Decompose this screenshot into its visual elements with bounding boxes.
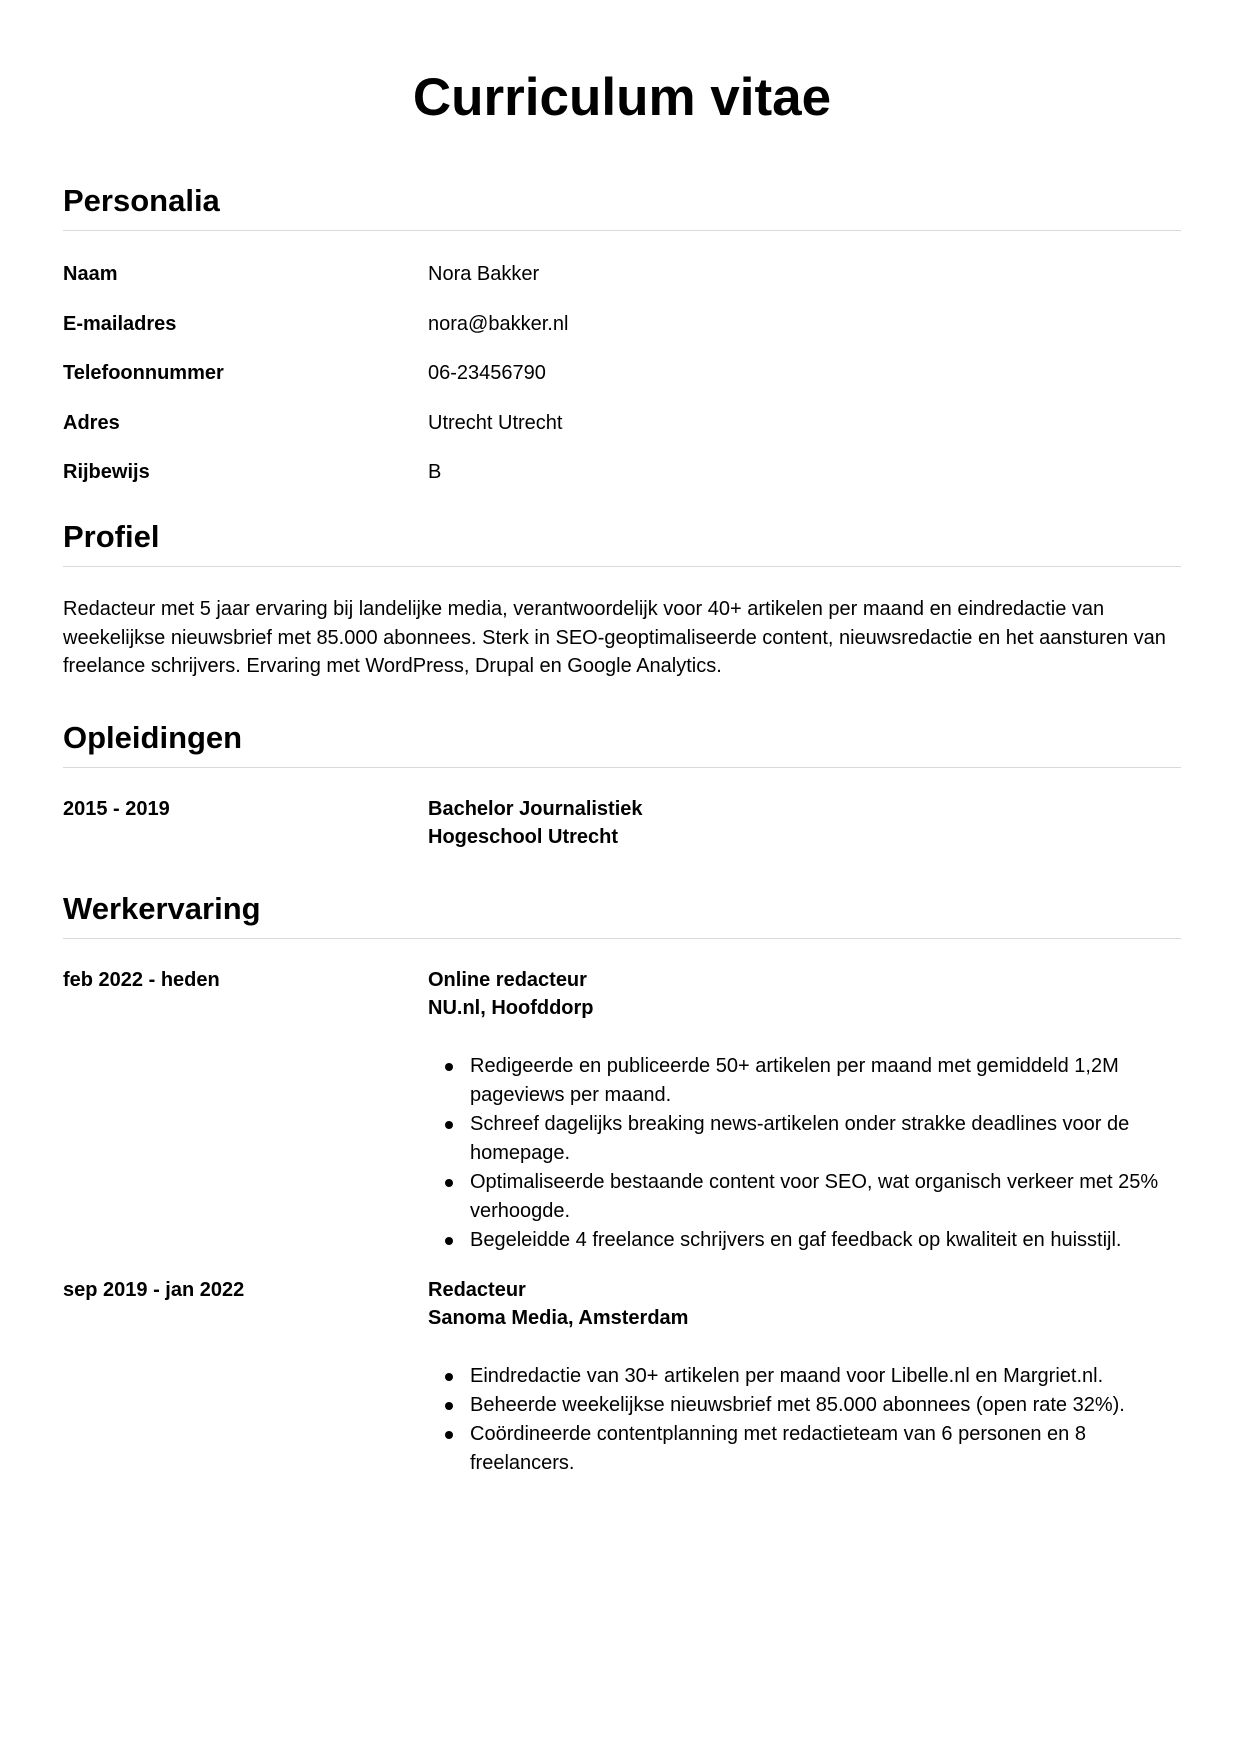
section-personalia bbox=[63, 182, 1181, 484]
bullet-dot-icon bbox=[445, 1237, 453, 1245]
personalia-label: Rijbewijs bbox=[63, 461, 150, 483]
cv-page bbox=[63, 0, 1181, 1478]
entry-org: Hogeschool Utrecht bbox=[428, 826, 619, 848]
bullet-dot-icon bbox=[445, 1431, 453, 1439]
personalia-row-email bbox=[63, 312, 1181, 362]
personalia-row-naam bbox=[63, 262, 1181, 312]
personalia-value: 06-23456790 bbox=[428, 362, 546, 384]
bullet-text: Begeleidde 4 freelance schrijvers en gaf feedback op kwaliteit en huisstijl. bbox=[470, 1228, 1122, 1251]
bullet-item bbox=[428, 1391, 1181, 1420]
entry-body bbox=[428, 795, 1181, 852]
entry-body bbox=[428, 1276, 1181, 1478]
bullet-list bbox=[428, 1052, 1181, 1255]
entry-body bbox=[428, 966, 1181, 1255]
personalia-label: Adres bbox=[63, 411, 120, 434]
section-werkervaring bbox=[63, 890, 1181, 1478]
profile-text: Redacteur met 5 jaar ervaring bij landelijke media, verantwoordelijk voor 40+ artikelen per maand en eindredactie van weekelijkse nieuwsbrief met 85.000 abonnees. Sterk in SEO-geoptimaliseerde content, nieuwsredactie en het aansturen van freelance schrijvers. Ervaring met WordPress, Drupal en Google Analytics. bbox=[63, 598, 1166, 677]
bullet-text: Coördineerde contentplanning met redactieteam van 6 personen en 8 freelancers. bbox=[470, 1422, 1086, 1474]
personalia-value: Nora Bakker bbox=[428, 263, 540, 285]
section-heading-personalia: Personalia bbox=[63, 183, 220, 218]
entry-period: sep 2019 - jan 2022 bbox=[63, 1278, 245, 1301]
personalia-row-adres bbox=[63, 411, 1181, 461]
personalia-label: Naam bbox=[63, 263, 118, 285]
section-heading-profiel: Profiel bbox=[63, 519, 160, 554]
personalia-row-rijbewijs bbox=[63, 460, 1181, 484]
entry-title: Redacteur bbox=[428, 1278, 526, 1301]
bullet-dot-icon bbox=[445, 1373, 453, 1381]
section-opleidingen bbox=[63, 719, 1181, 852]
entry-org: NU.nl, Hoofddorp bbox=[428, 997, 594, 1019]
bullet-item bbox=[428, 1168, 1181, 1226]
bullet-text: Eindredactie van 30+ artikelen per maand voor Libelle.nl en Margriet.nl. bbox=[470, 1364, 1104, 1387]
section-heading-werkervaring: Werkervaring bbox=[63, 890, 261, 926]
section-heading-opleidingen: Opleidingen bbox=[63, 719, 243, 755]
personalia-value: Utrecht Utrecht bbox=[428, 411, 563, 434]
entry-title: Bachelor Journalistiek bbox=[428, 797, 643, 820]
entry-period: 2015 - 2019 bbox=[63, 797, 170, 820]
section-profiel bbox=[63, 518, 1181, 681]
personalia-label: E-mailadres bbox=[63, 312, 177, 335]
personalia-value: nora@bakker.nl bbox=[428, 312, 569, 335]
bullet-dot-icon bbox=[445, 1402, 453, 1410]
personalia-row-telefoon bbox=[63, 361, 1181, 411]
bullet-item bbox=[428, 1110, 1181, 1168]
bullet-list bbox=[428, 1362, 1181, 1478]
education-entry bbox=[63, 795, 1181, 852]
bullet-item bbox=[428, 1420, 1181, 1478]
bullet-dot-icon bbox=[445, 1063, 453, 1071]
personalia-label: Telefoonnummer bbox=[63, 362, 224, 384]
entry-org: Sanoma Media, Amsterdam bbox=[428, 1307, 689, 1329]
bullet-item bbox=[428, 1226, 1181, 1255]
bullet-text: Redigeerde en publiceerde 50+ artikelen per maand met gemiddeld 1,2M pageviews per maand. bbox=[470, 1054, 1119, 1106]
bullet-dot-icon bbox=[445, 1121, 453, 1129]
bullet-text: Beheerde weekelijkse nieuwsbrief met 85.000 abonnees (open rate 32%). bbox=[470, 1393, 1125, 1416]
bullet-dot-icon bbox=[445, 1179, 453, 1187]
work-entry bbox=[63, 966, 1181, 1255]
work-entry bbox=[63, 1276, 1181, 1478]
bullet-text: Schreef dagelijks breaking news-artikelen onder strakke deadlines voor de homepage. bbox=[470, 1112, 1130, 1164]
entry-title: Online redacteur bbox=[428, 968, 587, 991]
cv-title: Curriculum vitae bbox=[412, 68, 832, 127]
bullet-text: Optimaliseerde bestaande content voor SEO, wat organisch verkeer met 25% verhoogde. bbox=[470, 1170, 1159, 1222]
personalia-value: B bbox=[428, 461, 442, 483]
entry-period: feb 2022 - heden bbox=[63, 968, 220, 991]
bullet-item bbox=[428, 1362, 1181, 1391]
bullet-item bbox=[428, 1052, 1181, 1110]
